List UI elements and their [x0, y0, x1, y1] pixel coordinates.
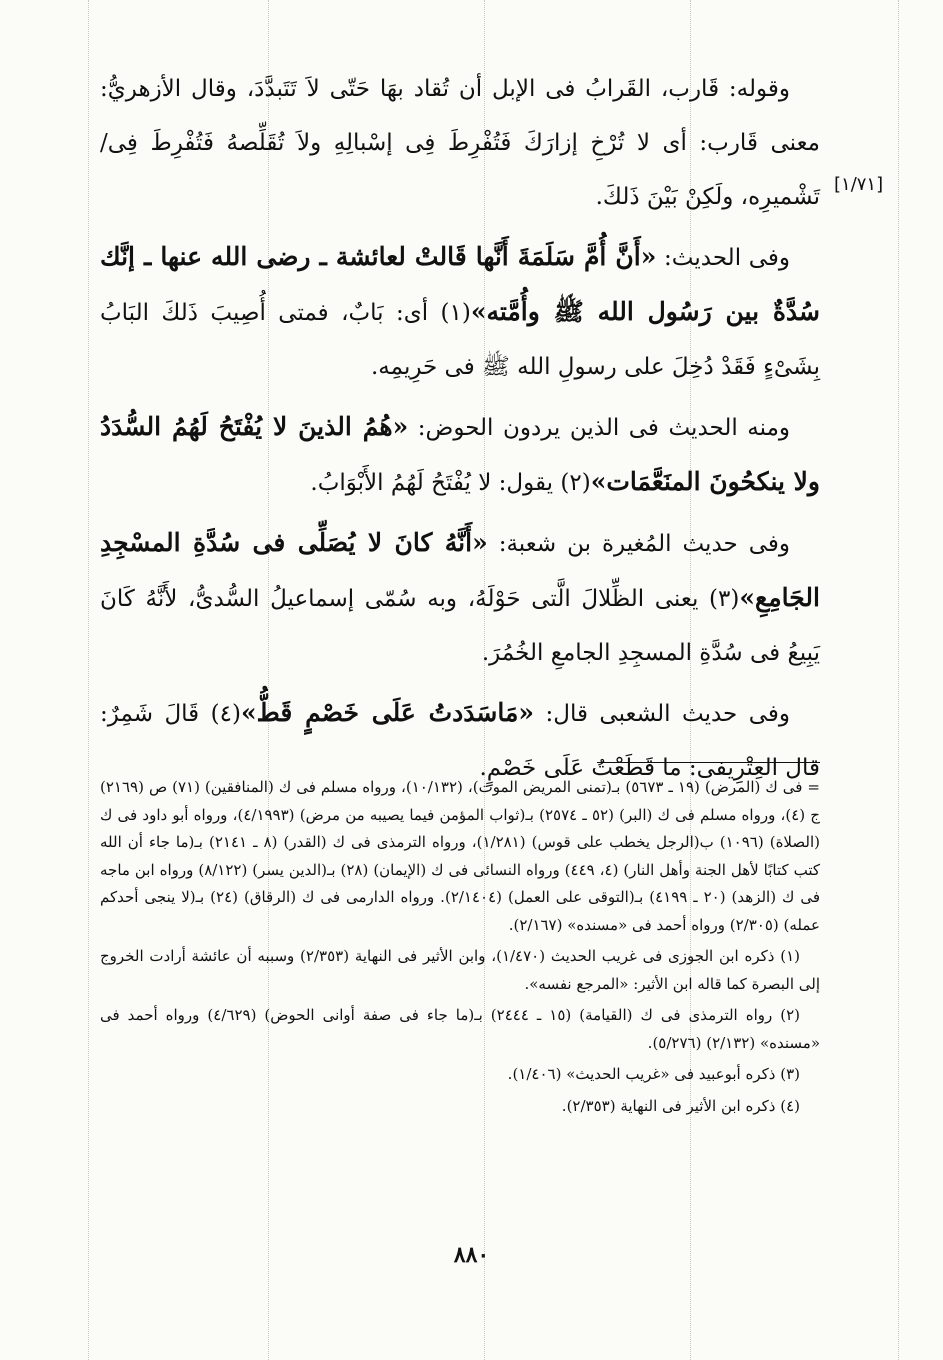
- page-number: ٨٨٠: [453, 1242, 490, 1268]
- hadith-quote: «هُمُ الذينَ لا يُفْتَحُ لَهُمُ السُّدَدُ ولا ينكحُونَ المنَعَّمَات»: [100, 412, 820, 496]
- paragraph-lead: وفى حديث المُغيرة بن شعبة:: [498, 531, 791, 557]
- paragraph-lead: ومنه الحديث فى الذين يردون الحوض:: [417, 415, 791, 441]
- hadith-quote: «مَاسَدَدتُ عَلَى خَصْمٍ قَطُّ»: [240, 698, 535, 727]
- margin-page-marker: [١/٧١]: [834, 174, 884, 195]
- hadith-quote: «أَنَّهُ كانَ لا يُصَلِّى فى سُدَّةِ المسْجِدِ الجَامِعِ»: [100, 528, 820, 612]
- paragraph-rest: (٢) يقول: لا يُفْتَحُ لَهُمُ الأَبْوَابُ.: [310, 470, 591, 496]
- paragraph-mughira: [100, 516, 820, 680]
- paragraph-umm-salama: [100, 230, 820, 394]
- footnote-divider: [597, 762, 820, 763]
- hadith-quote: «أَنَّ أُمَّ سَلَمَةَ أَنَّها قَالتْ لعائشة ـ رضى الله عنها ـ إنَّك سُدَّةٌ بين رَسُول الله ﷺ وأُمَّته»: [100, 242, 820, 326]
- main-text: [100, 62, 820, 801]
- guide-line: [88, 0, 89, 1360]
- paragraph-rest: (١) أى: بَابٌ، فمتى أُصِيبَ ذَلكَ البَابُ بِشَىْءٍ فَقَدْ دُخِلَ على رسولِ الله ﷺ فى حَرِيمِه.: [100, 300, 820, 380]
- footnote-2: (٢) رواه الترمذى فى ك (القيامة) (١٥ ـ ٢٤٤٤) بـ(ما جاء فى صفة أوانى الحوض) (٤/٦٢٩) ورواه أحمد فى «مسنده» (٢/١٣٢) (٥/٢٧٦).: [100, 1006, 820, 1052]
- footnote-4: (٤) ذكره ابن الأثير فى النهاية (٢/٣٥٣).: [561, 1096, 800, 1115]
- paragraph-rest: (٣) يعنى الظِّلالَ الَّتى حَوْلَهُ، وبه سُمّى إسماعيلُ السُّدىُّ، لأَنَّهُ كَانَ يَبِيعُ فى سُدَّةِ المسجِدِ الجامعِ الخُمُرَ.: [100, 586, 820, 666]
- paragraph-lead: وفى الحديث:: [664, 245, 791, 271]
- footnote-1: (١) ذكره ابن الجوزى فى غريب الحديث (١/٤٧٠)، وابن الأثير فى النهاية (٢/٣٥٣) وسببه أن عائشة أرادت الخروج إلى البصرة كما قاله ابن الأثير: «المرجع نفسه».: [100, 947, 820, 993]
- footnote-continuation: = فى ك (المرض) (١٩ ـ ٥٦٧٣) بـ(تمنى المريض الموت)، (١٠/١٣٢)، ورواه مسلم فى ك (المنافقين) (٧١) ص (٢١٦٩) ج (٤)، ورواه مسلم فى ك (البر) (٥٢ ـ ٢٥٧٤) بـ(ثواب المؤمن فيما يصيبه من مرض) (٤/١٩٩٣)، ورواه أبو داود فى ك (الصلاة) (١٠٩٦) ب(الرجل يخطب على قوس) (١/٢٨١)، ورواه الترمذى فى ك (القدر) (٨ ـ ٢١٤١) بـ(ما جاء أن الله كتب كتابًا لأهل الجنة وأهل النار) (٤، ٤٤٩) ورواه النسائى فى ك (الإيمان) (٢٨) بـ(الدين يسر) (٨/١٢٢) ورواه ابن ماجه فى ك (الزهد) (٢٠ ـ ٤١٩٩) بـ(التوقى على العمل) (٢/١٤٠٤). ورواه الدارمى فى ك (الرقاق) (٢٤) بـ(لا ينجى أحدكم عمله) (٢/٣٠٥) ورواه أحمد فى «مسنده» (٢/١٦٧).: [100, 778, 821, 934]
- paragraph-lead: وفى حديث الشعبى قال:: [545, 701, 790, 727]
- footnote-3: (٣) ذكره أبوعبيد فى «غريب الحديث» (١/٤٠٦).: [507, 1065, 800, 1083]
- guide-line: [898, 0, 899, 1360]
- paragraph-rest: (٤) قَالَ شَمِرٌ: قال العِتْرِيفى: ما قَطَعْتُ عَلَى خَصْمٍ.: [100, 701, 820, 781]
- footnotes: [100, 774, 820, 1124]
- paragraph-qarib: وقوله: قَارب، القَرابُ فى الإبل أن تُقاد بهَا حَتّى لاَ تَتَبدَّدَ، وقال الأزهريُّ: معنى قَارب: أى لا تُرْخِ إزارَكَ فَتُفْرِطَ فِى إسْبالِهِ ولاَ تُقَلِّصهُ فَتُفْرِطَ فِى/ تَشْميرِه، ولَكِنْ بَيْنَ ذَلكَ.: [100, 76, 820, 210]
- paragraph-hawd: [100, 400, 820, 510]
